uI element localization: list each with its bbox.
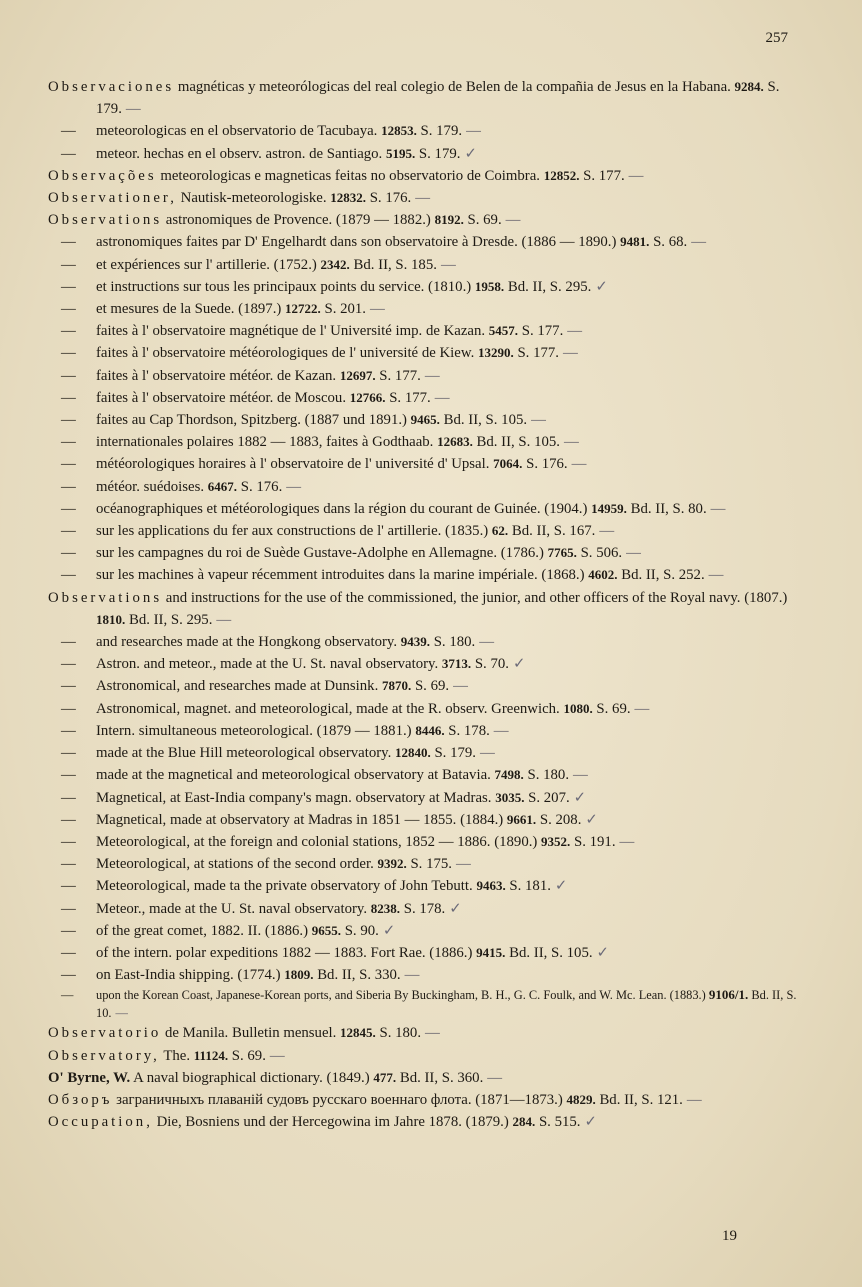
catalog-number: 9284. bbox=[734, 79, 764, 94]
catalog-number: 5457. bbox=[488, 323, 519, 339]
page-reference: Bd. II, S. 105. bbox=[443, 412, 528, 429]
catalog-number: 7064. bbox=[493, 456, 523, 472]
checkmark-icon: ✓ bbox=[585, 810, 598, 828]
page-reference: S. 177. bbox=[389, 389, 431, 406]
sub-entry bbox=[48, 920, 800, 942]
catalog-number: 284. bbox=[512, 1114, 536, 1130]
sub-entry bbox=[48, 453, 800, 475]
dash-mark: — bbox=[571, 456, 587, 473]
ditto-dash: — bbox=[61, 123, 76, 140]
dash-mark: — bbox=[505, 212, 521, 229]
entry-text: заграничныхъ плаваній судовъ русскаго военнаго флота. (1871—1873.) bbox=[116, 1091, 563, 1108]
page-reference: S. 179. bbox=[420, 123, 463, 140]
ditto-dash: — bbox=[61, 434, 76, 451]
dash-mark: — bbox=[708, 567, 724, 584]
catalog-number: 14959. bbox=[591, 500, 627, 516]
sub-entry bbox=[48, 631, 800, 653]
catalog-number: 9661. bbox=[506, 811, 537, 827]
page-reference: S. 180. bbox=[379, 1025, 422, 1042]
catalog-number: 7498. bbox=[494, 767, 524, 783]
sub-entry bbox=[48, 476, 800, 498]
ditto-dash: — bbox=[61, 700, 76, 717]
sub-entry bbox=[48, 342, 800, 364]
catalog-number: 9106/1. bbox=[708, 987, 749, 1003]
entry-heading: Обзоръ bbox=[48, 1091, 113, 1108]
sub-entry bbox=[48, 698, 800, 720]
sub-entry bbox=[48, 320, 800, 342]
ditto-dash: — bbox=[61, 389, 76, 406]
sub-entry bbox=[48, 431, 800, 453]
ditto-dash: — bbox=[61, 967, 76, 984]
entry-text: of the great comet, 1882. II. (1886.) bbox=[96, 922, 309, 939]
sub-entry bbox=[48, 764, 800, 786]
page-reference: Bd. II, S. 360. bbox=[399, 1069, 484, 1086]
sub-entry bbox=[48, 742, 800, 764]
main-entry bbox=[48, 587, 800, 631]
entry-text: sur les campagnes du roi de Suède Gustave-Adolphe en Allemagne. (1786.) bbox=[96, 545, 544, 562]
catalog-number: 12853. bbox=[381, 123, 417, 139]
page-reference: S. 70. bbox=[474, 656, 509, 673]
sub-entry bbox=[48, 120, 800, 142]
page-reference: Bd. II, S. 295. bbox=[128, 611, 213, 628]
page-reference: S. 180. bbox=[433, 634, 476, 651]
catalog-number: 4602. bbox=[588, 567, 618, 583]
page-reference: Bd. II, S. 252. bbox=[621, 567, 705, 584]
page-reference: S. 177. bbox=[521, 323, 564, 340]
catalog-number: 9439. bbox=[400, 634, 430, 650]
entry-text: Meteorological, at stations of the second order. bbox=[96, 856, 374, 873]
catalog-number: 9463. bbox=[476, 878, 506, 894]
dash-mark: — bbox=[634, 700, 650, 717]
entry-text: The. bbox=[163, 1047, 191, 1064]
checkmark-icon: ✓ bbox=[596, 943, 609, 961]
catalog-number: 7765. bbox=[547, 545, 577, 561]
dash-mark: — bbox=[424, 367, 440, 384]
dash-mark: — bbox=[573, 767, 588, 784]
page-reference: Bd. II, S. 121. bbox=[599, 1091, 683, 1108]
entry-heading: Observationer, bbox=[48, 190, 177, 207]
page-reference: Bd. II, S. 105. bbox=[509, 944, 593, 961]
page-reference: Bd. II, S. 10. bbox=[96, 988, 797, 1021]
catalog-number: 2342. bbox=[320, 256, 350, 272]
page-reference: S. 68. bbox=[653, 234, 688, 251]
page-reference: S. 179. bbox=[96, 79, 780, 118]
dash-mark: — bbox=[404, 967, 420, 984]
page-reference: S. 176. bbox=[526, 456, 568, 473]
catalog-number: 12840. bbox=[395, 745, 431, 761]
entry-heading: Observatory, bbox=[48, 1047, 160, 1064]
main-entry bbox=[48, 1022, 800, 1044]
catalog-number: 11124. bbox=[193, 1047, 229, 1063]
page-reference: S. 179. bbox=[434, 745, 476, 762]
sub-entry bbox=[48, 520, 800, 542]
sub-entry bbox=[48, 853, 800, 875]
ditto-dash: — bbox=[61, 545, 76, 562]
sub-entry bbox=[48, 964, 800, 986]
entry-text: magnéticas y meteorólogicas del real colegio de Belen de la compañia de Jesus en la Habana. bbox=[177, 79, 731, 95]
catalog-number: 12722. bbox=[285, 301, 321, 317]
entry-text: océanographiques et météorologiques dans la région du courant de Guinée. (1904.) bbox=[96, 500, 588, 517]
page-reference: S. 176. bbox=[369, 190, 412, 207]
ditto-dash: — bbox=[61, 634, 76, 651]
catalog-number: 5195. bbox=[385, 145, 416, 161]
page-reference: S. 177. bbox=[379, 367, 421, 384]
ditto-dash: — bbox=[61, 301, 76, 318]
catalog-number: 12766. bbox=[349, 389, 386, 405]
entry-heading: Observations bbox=[48, 589, 163, 606]
page-reference: S. 191. bbox=[574, 833, 616, 850]
dash-mark: — bbox=[466, 123, 481, 140]
page-reference: S. 90. bbox=[344, 922, 379, 939]
ditto-dash: — bbox=[61, 944, 76, 961]
catalog-number: 1810. bbox=[96, 611, 126, 627]
entry-heading: Occupation, bbox=[48, 1114, 153, 1131]
page-reference: Bd. II, S. 295. bbox=[507, 278, 592, 295]
entry-text: Astronomical, magnet. and meteorological, made at the R. observ. Greenwich. bbox=[96, 700, 560, 717]
page-reference: S. 69. bbox=[596, 700, 631, 717]
checkmark-icon: ✓ bbox=[382, 921, 396, 939]
sub-entry bbox=[48, 875, 800, 897]
catalog-number: 9352. bbox=[541, 833, 571, 849]
catalog-number: 1080. bbox=[563, 700, 593, 716]
ditto-dash: — bbox=[61, 567, 76, 584]
entry-text: and researches made at the Hongkong observatory. bbox=[96, 634, 398, 651]
entry-text: made at the Blue Hill meteorological observatory. bbox=[96, 745, 392, 762]
sub-entry bbox=[48, 276, 800, 298]
ditto-dash: — bbox=[61, 145, 76, 162]
ditto-dash: — bbox=[61, 678, 76, 695]
ditto-dash: — bbox=[61, 256, 76, 273]
sub-entry bbox=[48, 387, 800, 409]
entry-text: faites à l' observatoire magnétique de l' Université imp. de Kazan. bbox=[96, 323, 486, 340]
checkmark-icon: ✓ bbox=[512, 655, 526, 673]
entry-text: and instructions for the use of the commissioned, the junior, and other officers of the Royal navy. (1807.) bbox=[165, 589, 788, 606]
dash-mark: — bbox=[125, 101, 141, 118]
sub-entry bbox=[48, 365, 800, 387]
dash-mark: — bbox=[370, 301, 385, 318]
entry-heading: O' Byrne, W. bbox=[48, 1069, 131, 1086]
sub-entry bbox=[48, 231, 800, 253]
ditto-dash: — bbox=[61, 767, 76, 784]
page-reference: S. 69. bbox=[414, 678, 450, 695]
ditto-dash: — bbox=[61, 988, 74, 1003]
catalog-number: 7870. bbox=[382, 678, 412, 694]
entry-text: Astron. and meteor., made at the U. St. naval observatory. bbox=[96, 656, 439, 673]
entry-text: meteorologicas e magneticas feitas no observatorio de Coimbra. bbox=[160, 167, 540, 184]
entry-heading: Observaciones bbox=[48, 79, 175, 95]
entry-text: internationales polaires 1882 — 1883, faites à Godthaab. bbox=[96, 434, 434, 451]
dash-mark: — bbox=[562, 345, 578, 362]
checkmark-icon: ✓ bbox=[584, 1113, 597, 1131]
page-reference: S. 208. bbox=[539, 811, 582, 828]
catalog-number: 9481. bbox=[620, 234, 650, 250]
ditto-dash: — bbox=[61, 789, 76, 806]
main-entry bbox=[48, 1089, 800, 1111]
catalog-number: 3035. bbox=[495, 789, 525, 805]
sub-entry bbox=[48, 720, 800, 742]
entry-text: sur les machines à vapeur récemment introduites dans la marine impériale. (1868.) bbox=[96, 567, 585, 584]
ditto-dash: — bbox=[61, 412, 76, 429]
ditto-dash: — bbox=[61, 367, 76, 384]
entry-text: Die, Bosniens und der Hercegowina im Jahre 1878. (1879.) bbox=[156, 1114, 509, 1131]
entry-text: upon the Korean Coast, Japanese-Korean ports, and Siberia By Buckingham, B. H., G. C. Foulk, and W. Mc. Lean. (1883.) bbox=[96, 988, 706, 1003]
ditto-dash: — bbox=[61, 900, 76, 917]
main-entry bbox=[48, 1067, 800, 1089]
catalog-number: 12683. bbox=[437, 434, 473, 450]
dash-mark: — bbox=[434, 389, 450, 406]
entry-text: meteorologicas en el observatorio de Tacubaya. bbox=[96, 123, 378, 140]
entry-text: astronomiques de Provence. (1879 — 1882.) bbox=[165, 212, 431, 229]
sub-entry bbox=[48, 942, 800, 964]
entry-text: Astronomical, and researches made at Dunsink. bbox=[96, 678, 379, 695]
entry-text: Meteorological, made ta the private observatory of John Tebutt. bbox=[96, 878, 473, 895]
entry-text: Magnetical, at East-India company's magn. observatory at Madras. bbox=[96, 789, 492, 806]
entry-text: et mesures de la Suede. (1897.) bbox=[96, 301, 282, 318]
entry-text: Nautisk-meteorologiske. bbox=[180, 190, 327, 207]
page-reference: Bd. II, S. 167. bbox=[511, 523, 596, 540]
catalog-number: 477. bbox=[373, 1069, 397, 1085]
entry-text: faites à l' observatoire météorologiques de l' université de Kiew. bbox=[96, 345, 475, 362]
page-reference: S. 177. bbox=[517, 345, 559, 362]
dash-mark: — bbox=[286, 478, 302, 495]
ditto-dash: — bbox=[61, 478, 76, 495]
dash-mark: — bbox=[216, 611, 232, 628]
dash-mark: — bbox=[493, 722, 509, 739]
ditto-dash: — bbox=[61, 878, 76, 895]
entry-text: meteor. hechas en el observ. astron. de Santiago. bbox=[96, 145, 383, 162]
main-entry bbox=[48, 76, 800, 120]
ditto-dash: — bbox=[61, 278, 76, 295]
ditto-dash: — bbox=[61, 500, 76, 517]
entry-text: sur les applications du fer aux constructions de l' artillerie. (1835.) bbox=[96, 523, 489, 540]
ditto-dash: — bbox=[61, 833, 76, 850]
dash-mark: — bbox=[269, 1047, 285, 1064]
dash-mark: — bbox=[440, 256, 456, 273]
dash-mark: — bbox=[567, 323, 583, 340]
catalog-number: 13290. bbox=[478, 345, 514, 361]
ditto-dash: — bbox=[61, 722, 76, 739]
page-reference: S. 178. bbox=[448, 722, 490, 739]
entry-text: de Manila. Bulletin mensuel. bbox=[164, 1025, 337, 1042]
dash-mark: — bbox=[599, 523, 615, 540]
entry-text: faites à l' observatoire météor. de Moscou. bbox=[96, 389, 347, 406]
entry-text: et expériences sur l' artillerie. (1752.) bbox=[96, 256, 317, 273]
dash-mark: — bbox=[563, 434, 579, 451]
ditto-dash: — bbox=[61, 345, 76, 362]
page-reference: S. 177. bbox=[583, 167, 625, 184]
catalog-number: 12697. bbox=[339, 367, 376, 383]
catalog-number: 12832. bbox=[330, 190, 366, 206]
sub-entry bbox=[48, 254, 800, 276]
entry-text: astronomiques faites par D' Engelhardt dans son observatoire à Dresde. (1886 — 1890.) bbox=[96, 234, 617, 251]
entry-heading: Observações bbox=[48, 167, 157, 184]
page-reference: S. 506. bbox=[580, 545, 623, 562]
dash-mark: — bbox=[619, 833, 635, 850]
page-reference: S. 515. bbox=[538, 1114, 581, 1131]
main-entry bbox=[48, 165, 800, 187]
checkmark-icon: ✓ bbox=[573, 788, 587, 806]
dash-mark: — bbox=[628, 167, 644, 184]
dash-mark: — bbox=[531, 412, 546, 429]
entry-text: of the intern. polar expeditions 1882 — 1883. Fort Rae. (1886.) bbox=[96, 944, 473, 961]
ditto-dash: — bbox=[61, 745, 76, 762]
checkmark-icon: ✓ bbox=[449, 899, 462, 917]
catalog-number: 4829. bbox=[566, 1091, 596, 1107]
dash-mark: — bbox=[710, 500, 726, 517]
page-reference: S. 69. bbox=[231, 1047, 266, 1064]
entry-text: Magnetical, made at observatory at Madras in 1851 — 1855. (1884.) bbox=[96, 811, 504, 828]
dash-mark: — bbox=[455, 856, 471, 873]
sub-entry bbox=[48, 498, 800, 520]
entry-text: faites à l' observatoire météor. de Kazan. bbox=[96, 367, 337, 384]
sub-entry bbox=[48, 986, 800, 1022]
entry-text: Intern. simultaneous meteorological. (1879 — 1881.) bbox=[96, 722, 412, 739]
catalog-number: 9655. bbox=[311, 922, 341, 938]
page-reference: Bd. II, S. 330. bbox=[317, 967, 401, 984]
catalog-number: 1809. bbox=[284, 967, 314, 983]
catalog-number: 9415. bbox=[476, 944, 506, 960]
ditto-dash: — bbox=[61, 856, 76, 873]
entry-text: météorologiques horaires à l' observatoire de l' université d' Upsal. bbox=[96, 456, 490, 473]
sub-entry bbox=[48, 542, 800, 564]
page-reference: S. 175. bbox=[410, 856, 452, 873]
catalog-number: 8238. bbox=[370, 900, 401, 916]
sub-entry bbox=[48, 831, 800, 853]
sub-entry bbox=[48, 898, 800, 920]
page-reference: S. 176. bbox=[240, 478, 283, 495]
sub-entry bbox=[48, 653, 800, 675]
page-reference: S. 201. bbox=[324, 301, 367, 318]
entry-text: on East-India shipping. (1774.) bbox=[96, 967, 281, 984]
dash-mark: — bbox=[479, 634, 495, 651]
entry-text: Meteorological, at the foreign and colonial stations, 1852 — 1886. (1890.) bbox=[96, 833, 538, 850]
entry-text: Meteor., made at the U. St. naval observatory. bbox=[96, 900, 368, 917]
catalog-number: 6467. bbox=[207, 478, 238, 494]
catalog-number: 9465. bbox=[410, 412, 440, 428]
sub-entry bbox=[48, 809, 800, 831]
main-entry bbox=[48, 187, 800, 209]
ditto-dash: — bbox=[61, 523, 76, 540]
page-reference: Bd. II, S. 80. bbox=[630, 500, 707, 517]
page-number: 257 bbox=[765, 30, 788, 46]
page-reference: S. 178. bbox=[403, 900, 446, 917]
ditto-dash: — bbox=[61, 456, 76, 473]
catalog-number: 8192. bbox=[434, 212, 464, 228]
page-reference: S. 69. bbox=[467, 212, 502, 229]
entry-text: faites au Cap Thordson, Spitzberg. (1887 und 1891.) bbox=[96, 412, 407, 429]
entry-text: météor. suédoises. bbox=[96, 478, 205, 495]
dash-mark: — bbox=[115, 1006, 128, 1021]
catalog-number: 62. bbox=[491, 523, 509, 539]
entry-heading: Observations bbox=[48, 212, 163, 229]
dash-mark: — bbox=[415, 190, 431, 207]
entry-text: made at the magnetical and meteorological observatory at Batavia. bbox=[96, 767, 491, 784]
dash-mark: — bbox=[479, 745, 495, 762]
entry-list bbox=[48, 76, 800, 1133]
ditto-dash: — bbox=[61, 234, 76, 251]
page-reference: Bd. II, S. 185. bbox=[353, 256, 437, 273]
ditto-dash: — bbox=[61, 811, 76, 828]
signature-number: 19 bbox=[722, 1228, 737, 1244]
dash-mark: — bbox=[686, 1091, 702, 1108]
page-reference: S. 180. bbox=[527, 767, 570, 784]
sub-entry bbox=[48, 564, 800, 586]
dash-mark: — bbox=[691, 234, 706, 251]
page-reference: Bd. II, S. 105. bbox=[476, 434, 560, 451]
main-entry bbox=[48, 1045, 800, 1067]
dash-mark: — bbox=[425, 1025, 440, 1042]
page-reference: S. 179. bbox=[418, 145, 461, 162]
page-reference: S. 181. bbox=[509, 878, 551, 895]
ditto-dash: — bbox=[61, 656, 76, 673]
ditto-dash: — bbox=[61, 922, 76, 939]
sub-entry bbox=[48, 143, 800, 165]
dash-mark: — bbox=[626, 545, 641, 562]
main-entry bbox=[48, 209, 800, 231]
page-reference: S. 207. bbox=[528, 789, 570, 806]
entry-text: A naval biographical dictionary. (1849.) bbox=[133, 1069, 370, 1086]
catalog-number: 8446. bbox=[415, 722, 445, 738]
entry-text: et instructions sur tous les principaux points du service. (1810.) bbox=[96, 278, 472, 295]
catalog-number: 12845. bbox=[340, 1025, 376, 1041]
catalog-number: 3713. bbox=[441, 656, 472, 672]
entry-heading: Observatorio bbox=[48, 1025, 162, 1042]
checkmark-icon: ✓ bbox=[554, 877, 568, 895]
dash-mark: — bbox=[453, 678, 468, 695]
sub-entry bbox=[48, 298, 800, 320]
sub-entry bbox=[48, 787, 800, 809]
checkmark-icon: ✓ bbox=[464, 144, 477, 162]
catalog-number: 12852. bbox=[543, 167, 580, 183]
sub-entry bbox=[48, 675, 800, 697]
catalog-number: 9392. bbox=[377, 856, 407, 872]
sub-entry bbox=[48, 409, 800, 431]
ditto-dash: — bbox=[61, 323, 76, 340]
catalog-number: 1958. bbox=[474, 278, 505, 294]
checkmark-icon: ✓ bbox=[595, 277, 608, 295]
dash-mark: — bbox=[487, 1069, 503, 1086]
main-entry bbox=[48, 1111, 800, 1133]
